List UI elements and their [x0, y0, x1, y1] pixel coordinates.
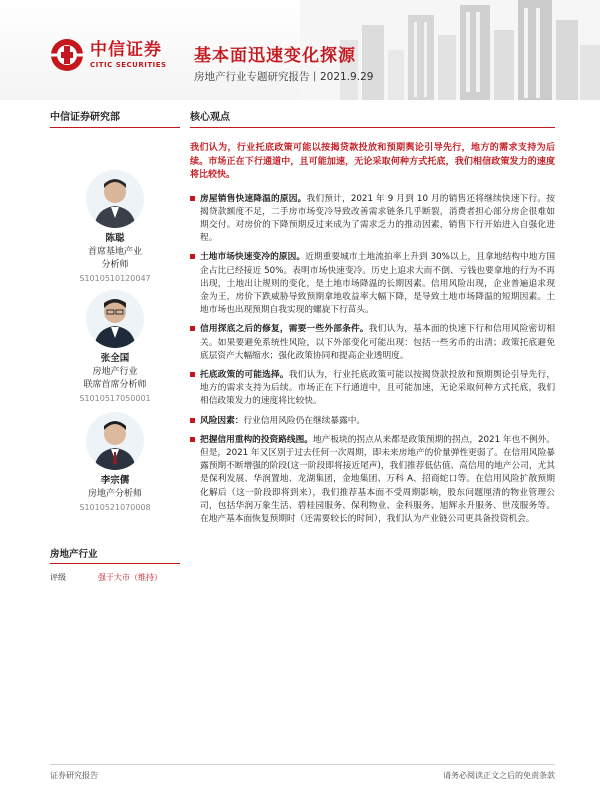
key-point-heading: 托底政策的可能选择。	[200, 369, 289, 380]
analyst-cert-number: S1010517050001	[79, 394, 151, 403]
page-footer	[50, 764, 555, 781]
analyst-photo	[86, 412, 144, 470]
analyst-photo	[86, 290, 144, 348]
key-point-text: 我们预计，2021 年 9 月到 10 月的销售还将继续快速下行。按揭贷款额度不足，二手房市场变冷导致改善需求链条几乎断裂，消费者担心部分房企很难如期交付。对房价的下降预期反过来成为了需求乏力的推动因素，销售下行开始进入自强化进程。	[200, 193, 555, 244]
key-point	[190, 193, 555, 246]
analyst-role: 分析师	[101, 260, 129, 270]
key-point-text: 我们认为，行业托底政策可能以按揭贷款投放和预期舆论引导先行，地方的需求支持为后续。市场正在下行通道中，且可能加速，无论采取何种方式托底，我们相信政策发力的速度将比较快。	[200, 369, 556, 407]
key-point-text: 我们认为，基本面的快速下行和信用风险密切相关。如果要避免系统性风险，以下外部变化可能出现：包括一些劣币的出清；政策托底避免底层资产大幅缩水；强化政策协同和提高企业透明度。	[200, 324, 556, 361]
key-point-heading: 土地市场快速变冷的原因。	[200, 252, 306, 263]
analyst-card	[50, 170, 180, 285]
summary-paragraph: 我们认为，行业托底政策可能以按揭贷款投放和预期舆论引导先行，地方的需求支持为后续。市场正在下行通道中，且可能加速，无论采取何种方式托底，我们相信政策发力的速度将比较快。	[190, 143, 555, 180]
citic-logo	[50, 38, 167, 72]
report-title: 基本面迅速变化探源	[194, 46, 356, 66]
key-point	[190, 323, 555, 363]
industry-name: 房地产行业	[50, 546, 180, 564]
key-point-heading: 风险因素：	[200, 415, 244, 426]
core-views-section	[190, 108, 555, 532]
key-point-heading: 把握信用重构的投资路线图。	[200, 434, 313, 445]
logo-english-text: CITIC SECURITIES	[90, 61, 167, 69]
report-header	[0, 0, 600, 100]
report-subtitle: 房地产行业专题研究报告丨2021.9.29	[194, 71, 374, 83]
key-point	[190, 415, 555, 428]
rating-label: 评级	[50, 573, 66, 582]
analyst-role: 联席首席分析师	[83, 380, 147, 390]
analyst-name: 陈聪	[105, 233, 125, 244]
analyst-role: 房地产行业	[92, 367, 138, 377]
key-point-heading: 信用探底之后的修复，需要一些外部条件。	[200, 324, 369, 335]
rating-value: 强于大市（维持）	[98, 573, 162, 582]
analyst-cert-number: S1010510120047	[79, 274, 151, 283]
analyst-role: 房地产分析师	[87, 489, 142, 499]
analyst-name: 李宗儒	[100, 475, 130, 486]
key-point-text: 近期重要城市土地流拍率上升到 30%以上，且拿地结构中地方国企占比已经接近 50%。表明市场快速变冷。历史上追求大而不倒、亏钱也要拿地的行为不再出现，土地出让规则的变化，是土地市场降温的长期因素。信用风险出现，企业普遍追求现金为王，房价下跌威胁导致预期拿地收益率大幅下降，是导致土地市场降温的短期因素。土地市场也出现预期自我实现的螺旋下行苗头。	[200, 252, 556, 316]
analyst-photo	[86, 170, 144, 228]
key-points-list	[190, 193, 555, 527]
key-point-text: 地产板块的拐点从来都是政策预期的拐点，2021 年也不例外。但是，2021 年又区别于过去任何一次周期，即未来房地产的价量弹性更弱了。在信用风险暴露预期不断增强的阶段(这一阶段即将接近尾声)，我们推荐低估值、高信用的地产公司，尤其是保利发展、华润置地、龙湖集团，金地集团、万科 A、招商蛇口等。在信用风险扩散预期化解后（这一阶段即将到来），我们推荐基本面不受周期影响，股东问题厘清的物业管理公司，包括华润万象生活、碧桂园服务、保利物业、金科服务、旭辉永升服务、世茂服务等。在地产基本面恢复预期时（还需要较长的时间），我们认为产业链公司更具备投资机会。	[200, 434, 555, 524]
key-point	[190, 251, 555, 317]
core-views-label: 核心观点	[190, 108, 555, 128]
key-point-heading: 房屋销售快速降温的原因。	[200, 193, 307, 204]
research-dept-label: 中信证券研究部	[50, 108, 180, 128]
analyst-name: 张全国	[100, 353, 130, 364]
industry-rating-box	[50, 546, 180, 583]
analyst-cert-number: S1010521070008	[79, 503, 151, 512]
logo-chinese-text: 中信证券	[90, 40, 162, 60]
analyst-card	[50, 290, 180, 405]
rating-row	[50, 572, 180, 583]
footer-disclaimer-note: 请务必阅读正文之后的免责条款	[443, 771, 555, 780]
key-point	[190, 369, 555, 409]
key-point	[190, 434, 555, 526]
key-point-text: 行业信用风险仍在继续暴露中。	[243, 415, 366, 426]
analyst-sidebar	[50, 108, 180, 512]
citic-logo-icon	[50, 38, 84, 72]
footer-report-type: 证券研究报告	[50, 771, 98, 780]
analyst-card	[50, 412, 180, 514]
analyst-role: 首席基地产业	[87, 247, 142, 257]
